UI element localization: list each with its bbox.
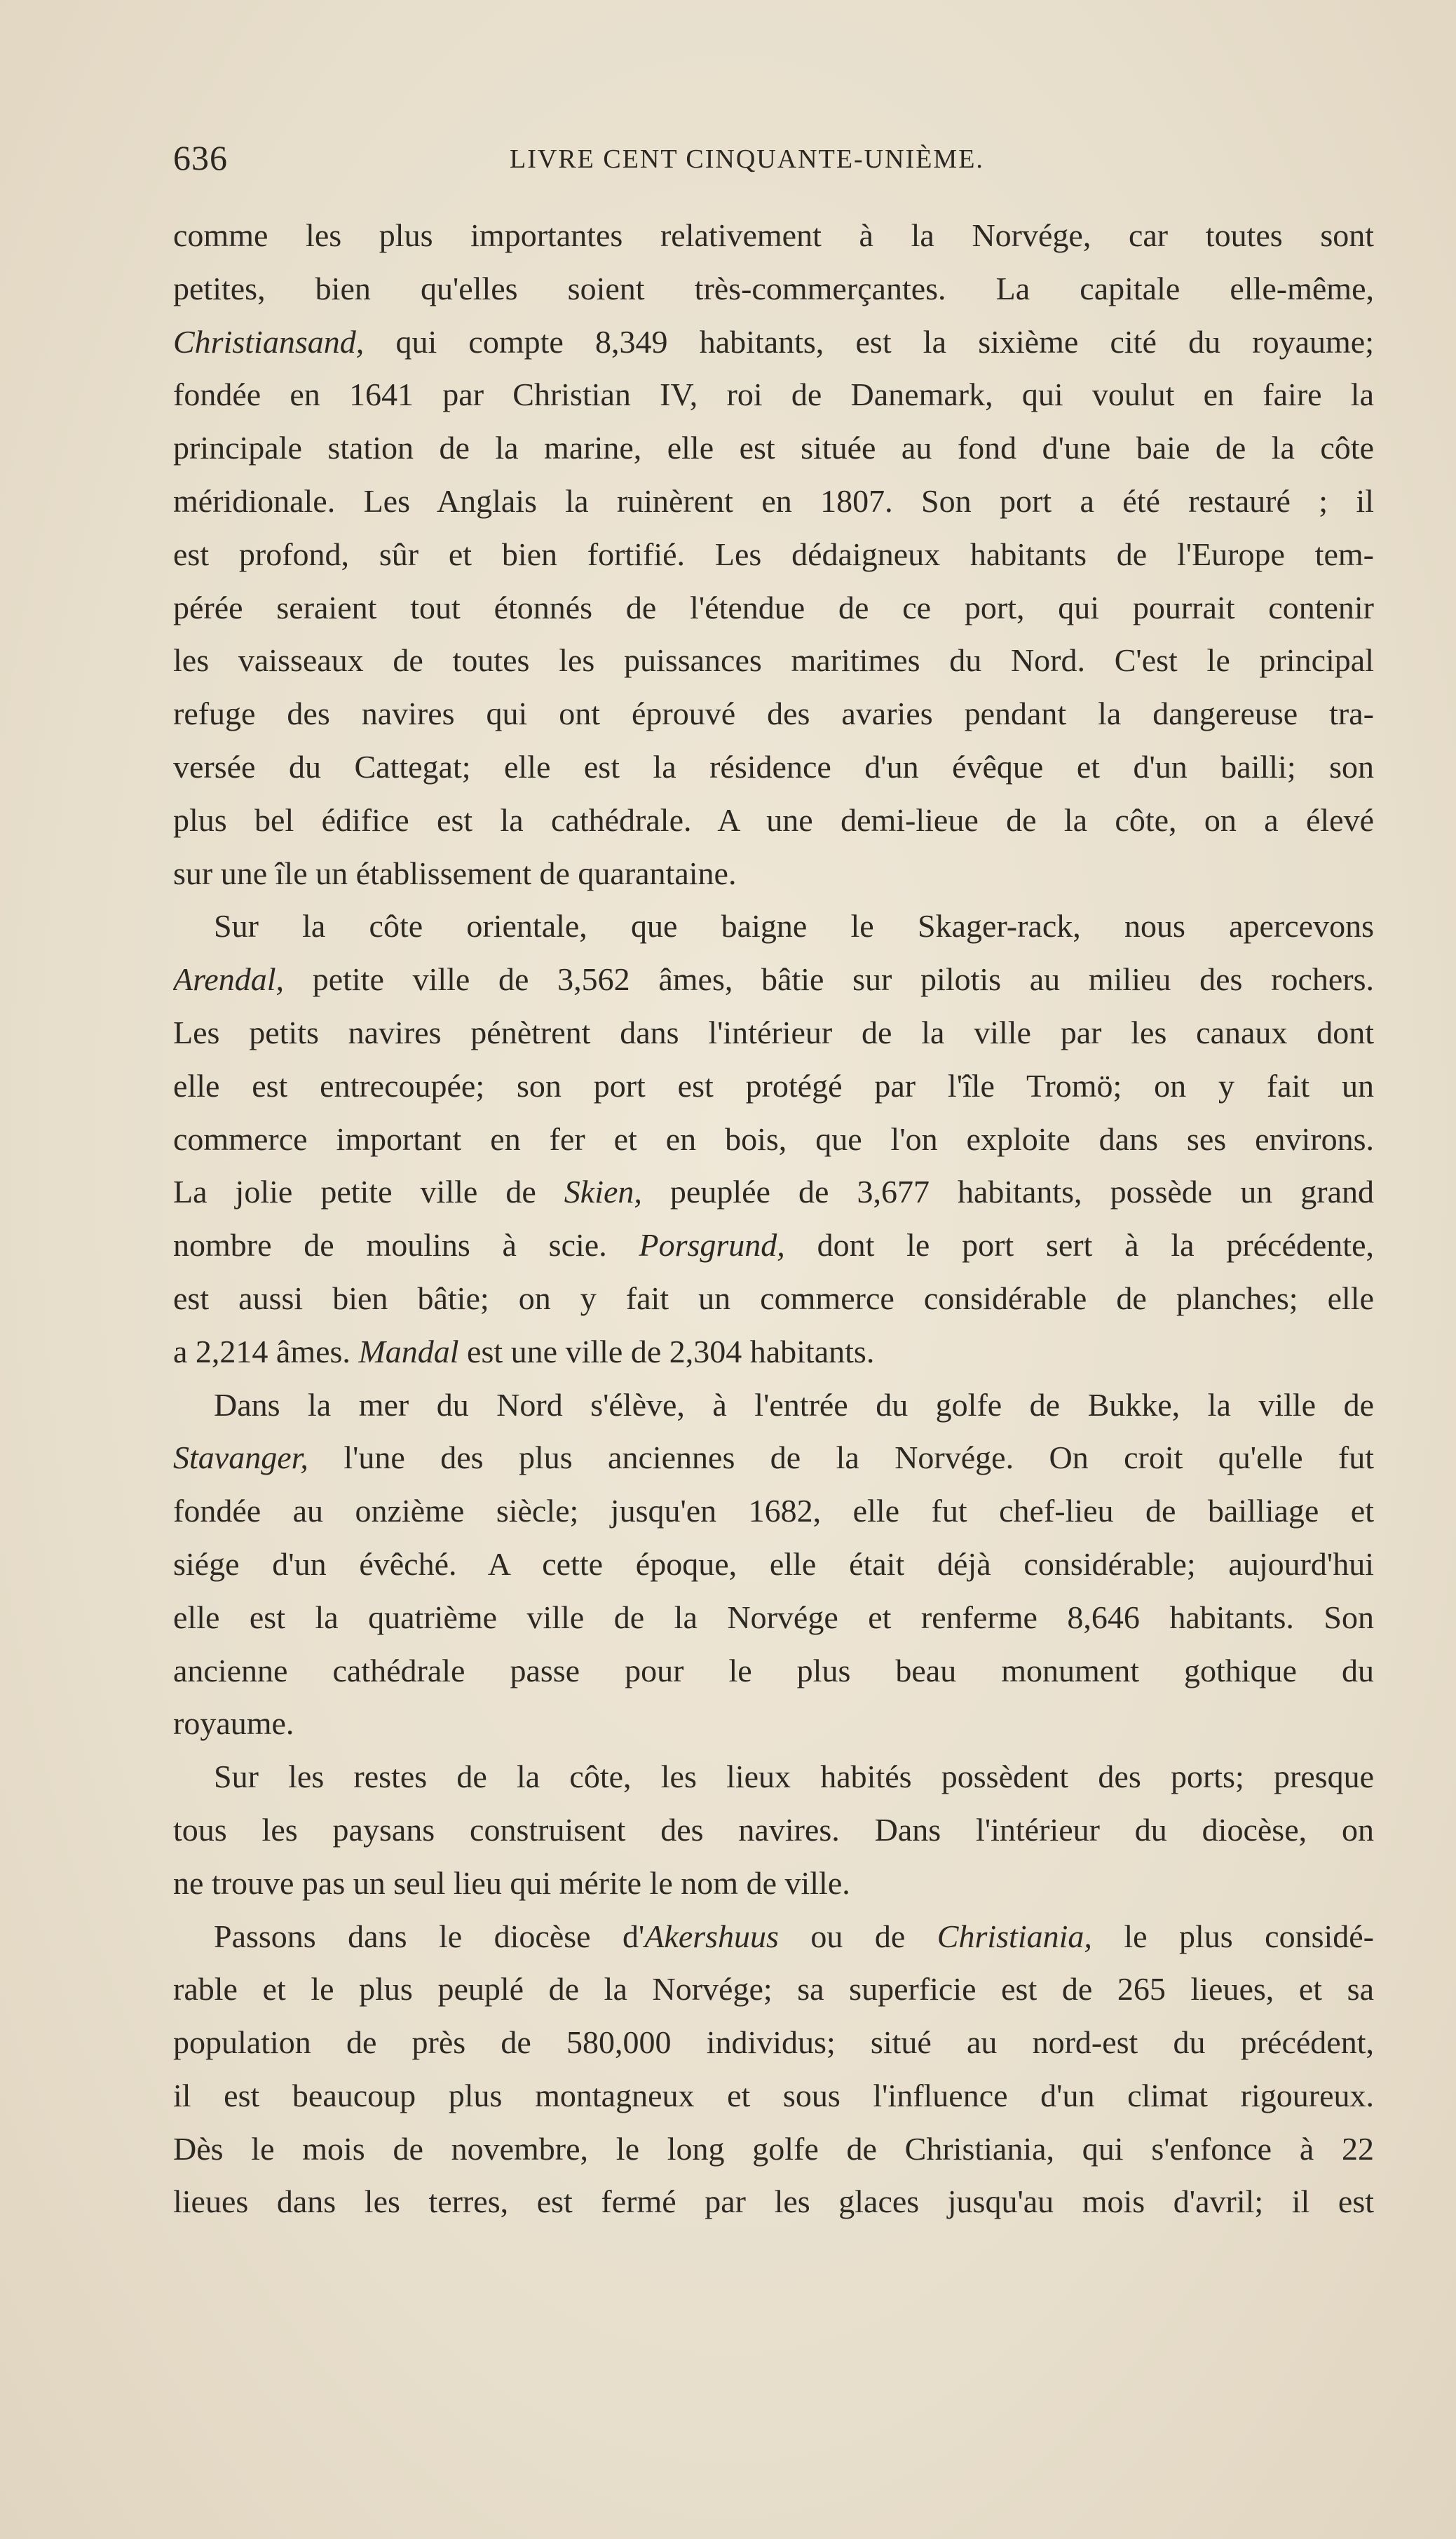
text-segment: plus bel édifice est la cathédrale. A une demi-lieue de la côte, on a élevé <box>173 801 1374 838</box>
page-number: 636 <box>173 138 228 177</box>
text-segment: Sur la côte orientale, que baigne le Skager-rack, nous apercevons <box>214 908 1374 944</box>
text-line <box>173 1591 1374 1644</box>
text-segment: tous les paysans construisent des navires. Dans l'intérieur du diocèse, on <box>173 1811 1374 1848</box>
text-line <box>173 1484 1374 1538</box>
text-line <box>173 421 1374 475</box>
text-line <box>173 1963 1374 2016</box>
text-segment: est une ville de 2,304 habitants. <box>458 1333 875 1369</box>
text-line <box>173 634 1374 687</box>
text-line <box>173 1113 1374 1166</box>
text-segment: commerce important en fer et en bois, que l'on exploite dans ses environs. <box>173 1120 1374 1157</box>
text-line <box>173 1910 1374 1963</box>
text-segment: fondée en 1641 par Christian IV, roi de Danemark, qui voulut en faire la <box>173 377 1374 413</box>
text-segment: royaume. <box>173 1705 294 1742</box>
text-segment: est profond, sûr et bien fortifié. Les dédaigneux habitants de l'Europe tem- <box>173 536 1374 572</box>
text-line <box>173 1059 1374 1113</box>
place-name: Christiania, <box>937 1918 1092 1954</box>
text-segment: peuplée de 3,677 habitants, possède un grand <box>641 1174 1374 1210</box>
text-segment: comme les plus importantes relativement à la Norvége, car toutes sont <box>173 217 1374 253</box>
text-segment: le plus considé- <box>1091 1918 1374 1954</box>
text-line <box>173 794 1374 847</box>
text-segment: rable et le plus peuplé de la Norvége; sa superficie est de 265 lieues, et sa <box>173 1971 1374 2007</box>
text-line <box>173 1379 1374 1432</box>
text-line <box>173 581 1374 635</box>
text-segment: est aussi bien bâtie; on y fait un commerce considérable de planches; elle <box>173 1280 1374 1316</box>
text-segment: petite ville de 3,562 âmes, bâtie sur pilotis au milieu des rochers. <box>284 961 1374 998</box>
place-name: Porsgrund, <box>639 1227 785 1264</box>
text-segment: qui compte 8,349 habitants, est la sixième cité du royaume; <box>364 323 1374 360</box>
text-segment: lieues dans les terres, est fermé par les glaces jusqu'au mois d'avril; il est <box>173 2183 1374 2220</box>
text-line <box>173 368 1374 421</box>
text-line <box>173 2016 1374 2069</box>
text-line <box>173 2122 1374 2176</box>
text-segment: Dans la mer du Nord s'élève, à l'entrée du golfe de Bukke, la ville de <box>214 1386 1374 1423</box>
text-line <box>173 1857 1374 1910</box>
text-segment: sur une île un établissement de quarantaine. <box>173 855 737 891</box>
text-segment: Sur les restes de la côte, les lieux habités possèdent des ports; presque <box>214 1759 1374 1795</box>
text-line <box>173 1697 1374 1750</box>
place-name: Arendal, <box>173 961 284 998</box>
text-segment: a 2,214 âmes. <box>173 1333 359 1369</box>
text-line <box>173 900 1374 953</box>
text-line <box>173 953 1374 1006</box>
place-name: Stavanger, <box>173 1440 308 1476</box>
text-line <box>173 475 1374 528</box>
text-line <box>173 2175 1374 2228</box>
text-line <box>173 528 1374 581</box>
place-name: Skien, <box>564 1174 642 1210</box>
text-line <box>173 1750 1374 1803</box>
text-line <box>173 2069 1374 2122</box>
text-segment: il est beaucoup plus montagneux et sous l'influence d'un climat rigoureux. <box>173 2077 1374 2113</box>
text-line <box>173 687 1374 740</box>
text-segment: pérée seraient tout étonnés de l'étendue de ce port, qui pourrait contenir <box>173 589 1374 625</box>
place-name: Christiansand, <box>173 323 365 360</box>
text-line <box>173 1644 1374 1698</box>
text-segment: ancienne cathédrale passe pour le plus beau monument gothique du <box>173 1652 1374 1688</box>
text-line <box>173 1325 1374 1379</box>
text-segment: méridionale. Les Anglais la ruinèrent en 1807. Son port a été restauré ; il <box>173 482 1374 519</box>
text-line <box>173 740 1374 794</box>
text-segment: ne trouve pas un seul lieu qui mérite le nom de ville. <box>173 1864 850 1901</box>
body-text <box>173 209 1374 2228</box>
text-segment: elle est la quatrième ville de la Norvége et renferme 8,646 habitants. Son <box>173 1599 1374 1635</box>
text-line <box>173 316 1374 369</box>
text-segment: petites, bien qu'elles soient très-commerçantes. La capitale elle-même, <box>173 270 1374 306</box>
text-segment: ou de <box>778 1918 937 1954</box>
text-segment: principale station de la marine, elle est située au fond d'une baie de la côte <box>173 430 1374 466</box>
text-segment: Les petits navires pénètrent dans l'intérieur de la ville par les canaux dont <box>173 1014 1374 1050</box>
text-segment: l'une des plus anciennes de la Norvége. On croit qu'elle fut <box>308 1440 1374 1476</box>
place-name: Mandal <box>358 1333 459 1369</box>
text-segment: La jolie petite ville de <box>173 1174 564 1210</box>
text-line <box>173 262 1374 316</box>
text-line <box>173 1431 1374 1484</box>
running-title: LIVRE CENT CINQUANTE-UNIÈME. <box>510 144 984 174</box>
text-line <box>173 1165 1374 1219</box>
text-segment: nombre de moulins à scie. <box>173 1227 639 1264</box>
text-segment: siége d'un évêché. A cette époque, elle était déjà considérable; aujourd'hui <box>173 1545 1374 1582</box>
text-segment: fondée au onzième siècle; jusqu'en 1682, elle fut chef-lieu de bailliage et <box>173 1493 1374 1529</box>
text-line <box>173 1272 1374 1325</box>
text-segment: elle est entrecoupée; son port est protégé par l'île Tromö; on y fait un <box>173 1067 1374 1104</box>
text-line <box>173 1538 1374 1591</box>
page-header <box>173 133 1374 182</box>
text-segment: dont le port sert à la précédente, <box>784 1227 1374 1264</box>
text-segment: Passons dans le diocèse d' <box>214 1918 645 1954</box>
text-line <box>173 1219 1374 1272</box>
text-segment: versée du Cattegat; elle est la résidence d'un évêque et d'un bailli; son <box>173 748 1374 785</box>
text-segment: Dès le mois de novembre, le long golfe de Christiania, qui s'enfonce à 22 <box>173 2130 1374 2167</box>
text-segment: refuge des navires qui ont éprouvé des avaries pendant la dangereuse tra- <box>173 696 1374 732</box>
text-line <box>173 847 1374 900</box>
text-line <box>173 1006 1374 1059</box>
text-segment: population de près de 580,000 individus; situé au nord-est du précédent, <box>173 2024 1374 2061</box>
place-name: Akershuus <box>644 1918 779 1954</box>
text-line <box>173 209 1374 262</box>
text-line <box>173 1803 1374 1857</box>
text-segment: les vaisseaux de toutes les puissances maritimes du Nord. C'est le principal <box>173 642 1374 679</box>
